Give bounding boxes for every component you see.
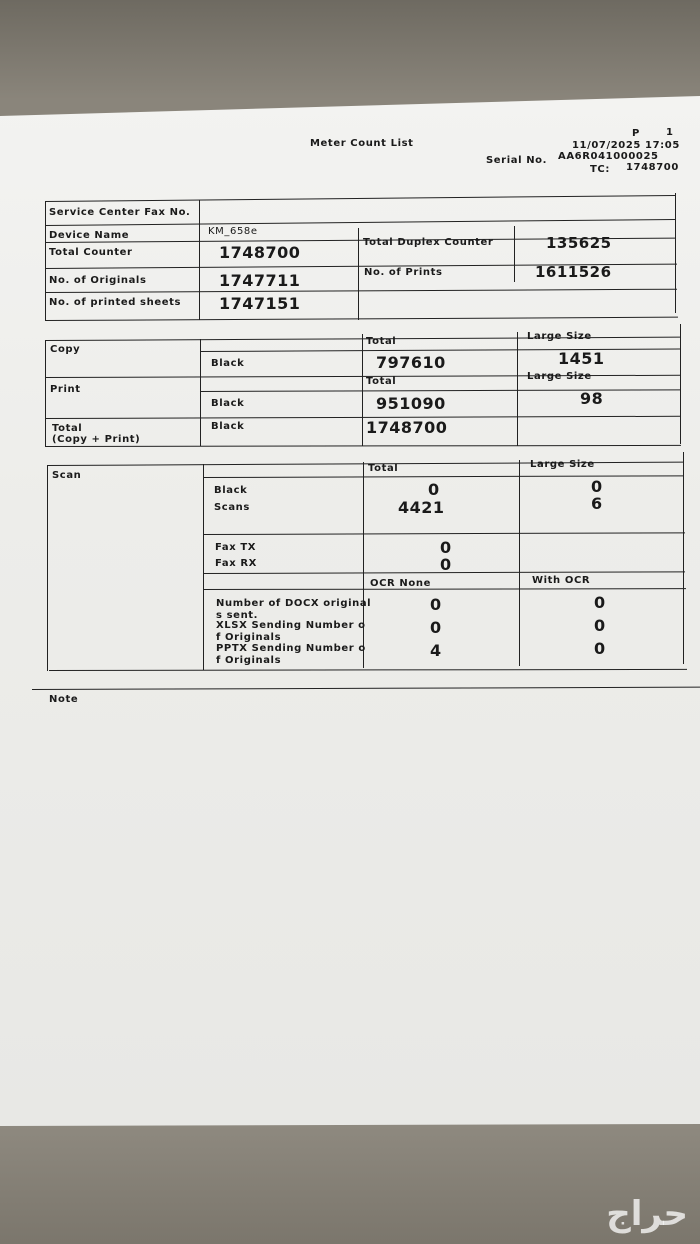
copy-black-large: 1451 bbox=[558, 349, 605, 368]
pptx-ocr-none: 4 bbox=[430, 641, 442, 660]
print-total-header: Total bbox=[366, 376, 397, 387]
docx-label-line2: s sent. bbox=[216, 610, 259, 621]
prints-label: No. of Prints bbox=[364, 267, 443, 278]
prints-value: 1611526 bbox=[535, 263, 612, 281]
tc-value: 1748700 bbox=[626, 162, 679, 173]
printed-sheets-label: No. of printed sheets bbox=[49, 297, 182, 308]
docx-ocr-none: 0 bbox=[430, 595, 442, 614]
scan-black-large: 0 bbox=[591, 477, 603, 496]
total-label: Total bbox=[52, 423, 83, 434]
docx-label-line1: Number of DOCX original bbox=[216, 598, 372, 609]
print-black-total: 951090 bbox=[376, 394, 446, 413]
scan-total-header: Total bbox=[368, 463, 399, 474]
note-label: Note bbox=[49, 694, 79, 705]
printed-sheets-value: 1747151 bbox=[219, 294, 301, 313]
note-divider bbox=[32, 687, 700, 691]
print-datetime: 11/07/2025 17:05 bbox=[572, 140, 680, 151]
with-ocr-header: With OCR bbox=[532, 575, 591, 586]
xlsx-ocr-none: 0 bbox=[430, 618, 442, 637]
copy-large-header: Large Size bbox=[527, 331, 592, 342]
scans-large: 6 bbox=[591, 494, 603, 513]
serial-value: AA6R041000025 bbox=[558, 151, 659, 162]
pptx-label-line1: PPTX Sending Number o bbox=[216, 643, 366, 654]
total-counter-label: Total Counter bbox=[49, 247, 133, 258]
total-counter-value: 1748700 bbox=[219, 243, 301, 262]
copy-total-header: Total bbox=[366, 336, 397, 347]
service-fax-label: Service Center Fax No. bbox=[49, 207, 191, 218]
print-black-large: 98 bbox=[580, 389, 604, 408]
print-large-header: Large Size bbox=[527, 371, 592, 382]
xlsx-with-ocr: 0 bbox=[594, 616, 606, 635]
scans-label: Scans bbox=[214, 502, 250, 513]
pptx-label-line2: f Originals bbox=[216, 655, 282, 666]
fax-rx-value: 0 bbox=[440, 555, 452, 574]
page-number: 1 bbox=[666, 127, 674, 138]
page-label: P bbox=[632, 128, 640, 139]
originals-label: No. of Originals bbox=[49, 275, 147, 286]
device-name-value: KM_658e bbox=[208, 226, 258, 237]
total-sub-label: (Copy + Print) bbox=[52, 434, 141, 445]
scan-black-label: Black bbox=[214, 485, 248, 496]
tc-label: TC: bbox=[590, 164, 610, 175]
total-duplex-label: Total Duplex Counter bbox=[363, 237, 494, 248]
serial-label: Serial No. bbox=[486, 155, 548, 166]
total-duplex-value: 135625 bbox=[546, 234, 612, 252]
total-black-value: 1748700 bbox=[366, 418, 448, 437]
originals-value: 1747711 bbox=[219, 271, 301, 290]
total-black-label: Black bbox=[211, 421, 245, 432]
document-title: Meter Count List bbox=[310, 138, 414, 149]
device-name-label: Device Name bbox=[49, 230, 130, 241]
scan-large-header: Large Size bbox=[530, 459, 595, 470]
pptx-with-ocr: 0 bbox=[594, 639, 606, 658]
fax-tx-value: 0 bbox=[440, 538, 452, 557]
print-black-label: Black bbox=[211, 398, 245, 409]
docx-with-ocr: 0 bbox=[594, 593, 606, 612]
scan-black-total: 0 bbox=[428, 480, 440, 499]
xlsx-label-line1: XLSX Sending Number o bbox=[216, 620, 366, 631]
scan-label: Scan bbox=[52, 470, 82, 481]
copy-label: Copy bbox=[50, 344, 81, 355]
copy-black-total: 797610 bbox=[376, 353, 446, 372]
fax-tx-label: Fax TX bbox=[215, 542, 257, 553]
watermark-logo: حراج bbox=[606, 1194, 688, 1234]
fax-rx-label: Fax RX bbox=[215, 558, 257, 569]
ocr-none-header: OCR None bbox=[370, 578, 431, 589]
scans-total: 4421 bbox=[398, 498, 445, 517]
xlsx-label-line2: f Originals bbox=[216, 632, 282, 643]
print-label: Print bbox=[50, 384, 81, 395]
copy-black-label: Black bbox=[211, 358, 245, 369]
